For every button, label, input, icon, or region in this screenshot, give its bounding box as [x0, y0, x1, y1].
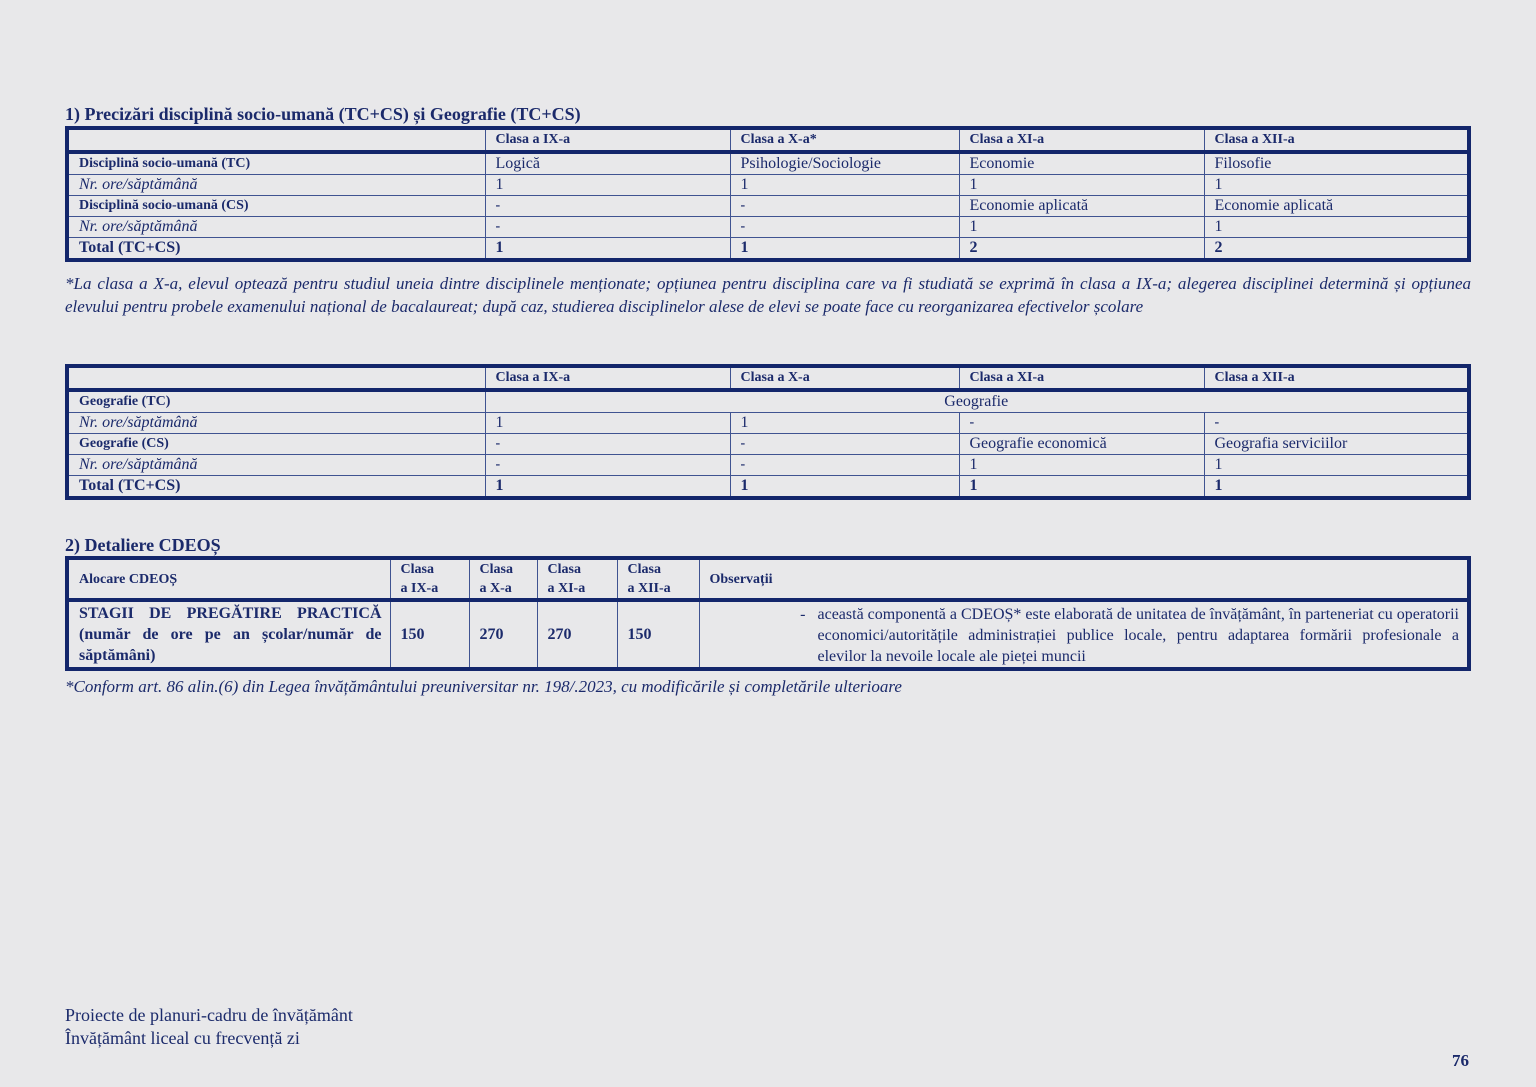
row-label: STAGII DE PREGĂTIRE PRACTICĂ (număr de ore pe an școlar/număr de săptămâni) — [67, 600, 390, 669]
cell: 1 — [959, 476, 1204, 499]
header-class — [390, 558, 469, 600]
header-cell: Clasa a X-a* — [730, 128, 959, 152]
cdeos-footnote: *Conform art. 86 alin.(6) din Legea învățământului preuniversitar nr. 198/.2023, cu modificările și completările ulterioare — [65, 677, 902, 696]
cell: 1 — [485, 413, 730, 434]
cell: 1 — [485, 175, 730, 196]
cell: Psihologie/Sociologie — [730, 152, 959, 175]
socio-umana-table — [65, 126, 1471, 262]
cell: 150 — [617, 600, 699, 669]
cell: 1 — [730, 413, 959, 434]
header-line: Clasa — [400, 562, 434, 577]
cell: Economie — [959, 152, 1204, 175]
row-label: Geografie (CS) — [67, 434, 485, 455]
row-label: Nr. ore/săptămână — [67, 413, 485, 434]
header-cell: Clasa a XI-a — [959, 366, 1204, 390]
section-1-title: 1) Precizări disciplină socio-umană (TC+CS) și Geografie (TC+CS) — [65, 104, 581, 124]
cell: 1 — [1204, 476, 1469, 499]
header-line: a X-a — [479, 581, 512, 596]
header-cell: Clasa a XII-a — [1204, 128, 1469, 152]
page-number: 76 — [1452, 1051, 1469, 1070]
table-row — [67, 196, 1469, 217]
cell: - — [485, 434, 730, 455]
header-cell — [67, 128, 485, 152]
bullet-dash: - — [800, 606, 806, 623]
header-class — [469, 558, 537, 600]
cell: Filosofie — [1204, 152, 1469, 175]
cell: 1 — [1204, 217, 1469, 238]
cell: Economie aplicată — [959, 196, 1204, 217]
merged-cell: Geografie — [485, 390, 1469, 413]
footer-line-2: Învățământ liceal cu frecvență zi — [65, 1028, 300, 1048]
table-row — [67, 217, 1469, 238]
table-row — [67, 390, 1469, 413]
cell: Geografia serviciilor — [1204, 434, 1469, 455]
row-label: Geografie (TC) — [67, 390, 485, 413]
cell: - — [485, 196, 730, 217]
observatii-cell — [699, 600, 1469, 669]
header-cell: Clasa a X-a — [730, 366, 959, 390]
footer-line-1: Proiecte de planuri-cadru de învățământ — [65, 1005, 353, 1025]
header-line: a XII-a — [627, 581, 671, 596]
header-class — [537, 558, 617, 600]
cell: - — [730, 196, 959, 217]
table-header-row — [67, 558, 1469, 600]
row-label: Nr. ore/săptămână — [67, 217, 485, 238]
header-alocare: Alocare CDEOȘ — [67, 558, 390, 600]
row-label: Disciplină socio-umană (CS) — [67, 196, 485, 217]
cell: 1 — [485, 238, 730, 261]
row-label: Disciplină socio-umană (TC) — [67, 152, 485, 175]
header-line: Clasa — [627, 562, 661, 577]
cell: Geografie economică — [959, 434, 1204, 455]
cell: 270 — [537, 600, 617, 669]
socio-umana-footnote: *La clasa a X-a, elevul optează pentru studiul uneia dintre disciplinele menționate; opțiunea pentru disciplina care va fi studiată se exprimă în clasa a IX-a; alegerea disciplinei determină și opțiunea elevului pentru probele examenului național de bacalaureat; după caz, studierea disciplinelor alese de elevi se poate face cu reorganizarea efectivelor școlare — [65, 274, 1471, 316]
cell: 1 — [730, 476, 959, 499]
cell: 1 — [1204, 175, 1469, 196]
table-header-row — [67, 128, 1469, 152]
row-label: Nr. ore/săptămână — [67, 455, 485, 476]
header-line: Clasa — [479, 562, 513, 577]
table-row — [67, 600, 1469, 669]
cell: 2 — [959, 238, 1204, 261]
table-row — [67, 413, 1469, 434]
header-cell: Clasa a XII-a — [1204, 366, 1469, 390]
cell: - — [959, 413, 1204, 434]
table-row — [67, 455, 1469, 476]
cell: 1 — [730, 175, 959, 196]
header-line: a IX-a — [400, 581, 439, 596]
cell: - — [730, 455, 959, 476]
cell: 2 — [1204, 238, 1469, 261]
cell: 1 — [730, 238, 959, 261]
table-row-total — [67, 238, 1469, 261]
cell: - — [730, 217, 959, 238]
table-row — [67, 434, 1469, 455]
header-cell: Clasa a IX-a — [485, 366, 730, 390]
section-2-title: 2) Detaliere CDEOȘ — [65, 535, 221, 555]
cell: - — [1204, 413, 1469, 434]
cell: - — [730, 434, 959, 455]
cell: Economie aplicată — [1204, 196, 1469, 217]
header-line: a XI-a — [547, 581, 586, 596]
header-line: Clasa — [547, 562, 581, 577]
cell: 1 — [959, 217, 1204, 238]
cell: - — [485, 455, 730, 476]
cell: 270 — [469, 600, 537, 669]
row-label: Total (TC+CS) — [67, 476, 485, 499]
cell: 1 — [959, 175, 1204, 196]
observatii-text: această componentă a CDEOȘ* este elaborată de unitatea de învățământ, în parteneriat cu operatorii economici/autoritățile administrației publice locale, pentru adaptarea formării profesionale a elevilor la nevoile locale ale pieței muncii — [817, 606, 1459, 665]
cell: - — [485, 217, 730, 238]
header-class — [617, 558, 699, 600]
geografie-table — [65, 364, 1471, 500]
cell: 150 — [390, 600, 469, 669]
header-cell — [67, 366, 485, 390]
header-cell: Clasa a IX-a — [485, 128, 730, 152]
header-cell: Clasa a XI-a — [959, 128, 1204, 152]
cell: 1 — [1204, 455, 1469, 476]
row-label: Total (TC+CS) — [67, 238, 485, 261]
table-row-total — [67, 476, 1469, 499]
cell: 1 — [485, 476, 730, 499]
cdeos-table — [65, 556, 1471, 671]
table-row — [67, 175, 1469, 196]
row-label: Nr. ore/săptămână — [67, 175, 485, 196]
cell: 1 — [959, 455, 1204, 476]
table-header-row — [67, 366, 1469, 390]
table-row — [67, 152, 1469, 175]
cell: Logică — [485, 152, 730, 175]
header-observatii: Observații — [699, 558, 1469, 600]
